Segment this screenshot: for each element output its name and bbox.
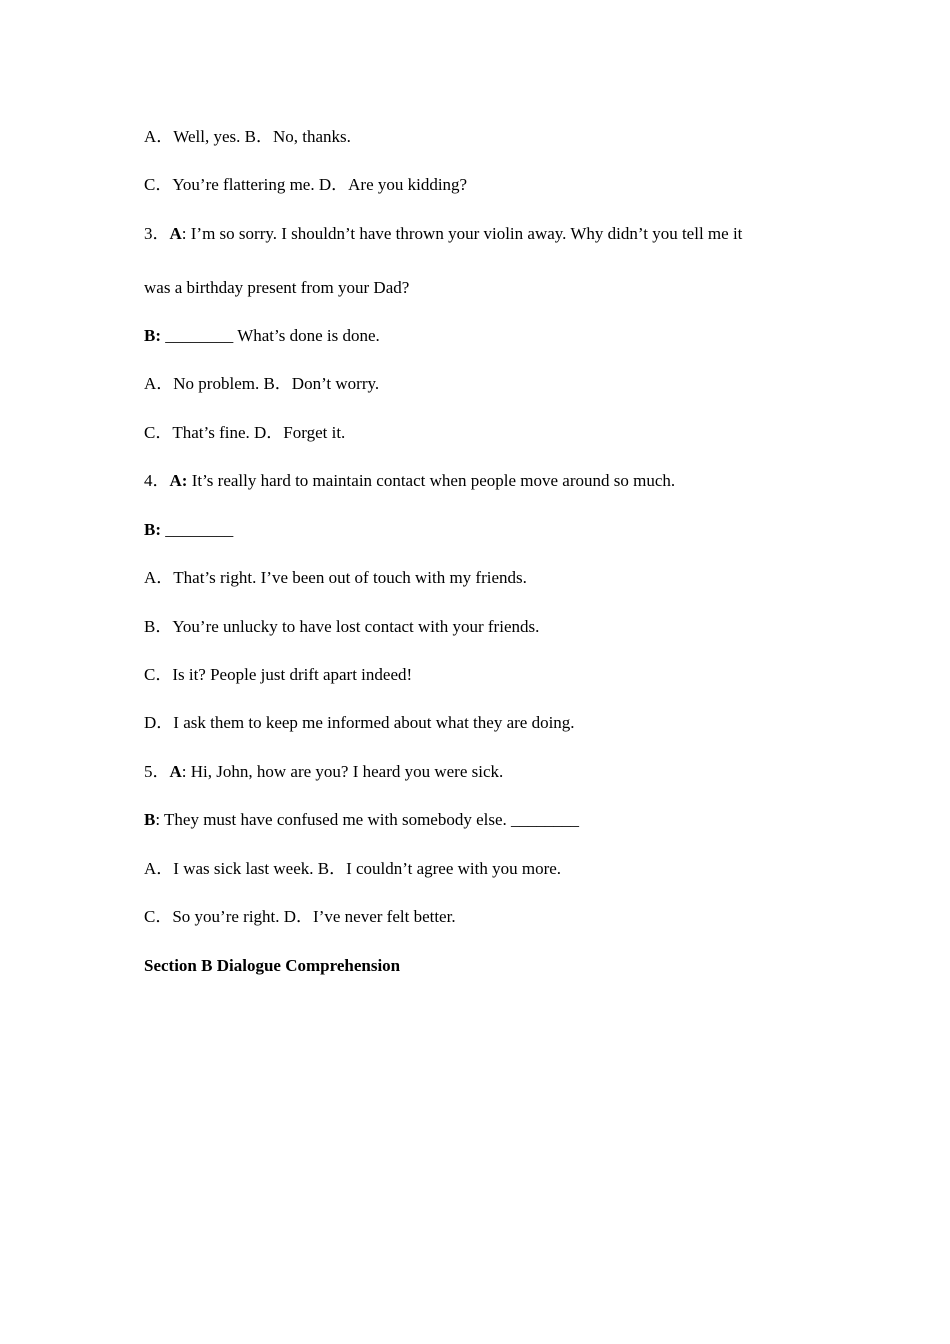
q3-prompt <box>144 223 742 245</box>
q5-prompt <box>144 761 503 783</box>
q3-options-ab: A．No problem. B．Don’t worry. <box>144 374 380 393</box>
q5-speaker-a: A <box>169 762 182 781</box>
q5-text-b: : They must have confused me with somebody else. ________ <box>155 810 580 829</box>
q3-prompt-continued: was a birthday present from your Dad? <box>144 278 410 297</box>
q5-response <box>144 809 579 831</box>
q4-number: 4． <box>144 471 170 490</box>
q3-speaker-b: B: <box>144 326 161 345</box>
q5-number: 5． <box>144 762 170 781</box>
q4-text-b: ________ <box>161 520 234 539</box>
q4-speaker-a: A: <box>169 471 188 490</box>
q4-option-a: A．That’s right. I’ve been out of touch with my friends. <box>144 568 527 587</box>
document-page <box>144 0 824 1344</box>
q3-response <box>144 325 380 347</box>
q2-options-ab: A．Well, yes. B．No, thanks. <box>144 127 351 146</box>
q4-option-d: D．I ask them to keep me informed about what they are doing. <box>144 713 575 732</box>
q4-response <box>144 519 233 541</box>
q3-options-cd: C．That’s fine. D．Forget it. <box>144 423 346 442</box>
q5-options-cd: C．So you’re right. D．I’ve never felt better. <box>144 907 456 926</box>
q2-options-cd: C．You’re flattering me. D．Are you kidding? <box>144 175 468 194</box>
q4-option-c: C．Is it? People just drift apart indeed! <box>144 665 413 684</box>
section-b-heading: Section B Dialogue Comprehension <box>144 956 401 975</box>
q3-text-a: : I’m so sorry. I shouldn’t have thrown your violin away. Why didn’t you tell me it <box>181 224 743 243</box>
q5-speaker-b: B <box>144 810 156 829</box>
q4-speaker-b: B: <box>144 520 161 539</box>
q5-text-a: : Hi, John, how are you? I heard you were sick. <box>181 762 504 781</box>
q5-options-ab: A．I was sick last week. B．I couldn’t agree with you more. <box>144 859 562 878</box>
q3-speaker-a: A <box>169 224 182 243</box>
q4-prompt <box>144 470 675 492</box>
q4-text-a: It’s really hard to maintain contact when people move around so much. <box>187 471 676 490</box>
q3-text-b: ________ What’s done is done. <box>161 326 380 345</box>
q4-option-b: B．You’re unlucky to have lost contact with your friends. <box>144 617 540 636</box>
q3-number: 3． <box>144 224 170 243</box>
